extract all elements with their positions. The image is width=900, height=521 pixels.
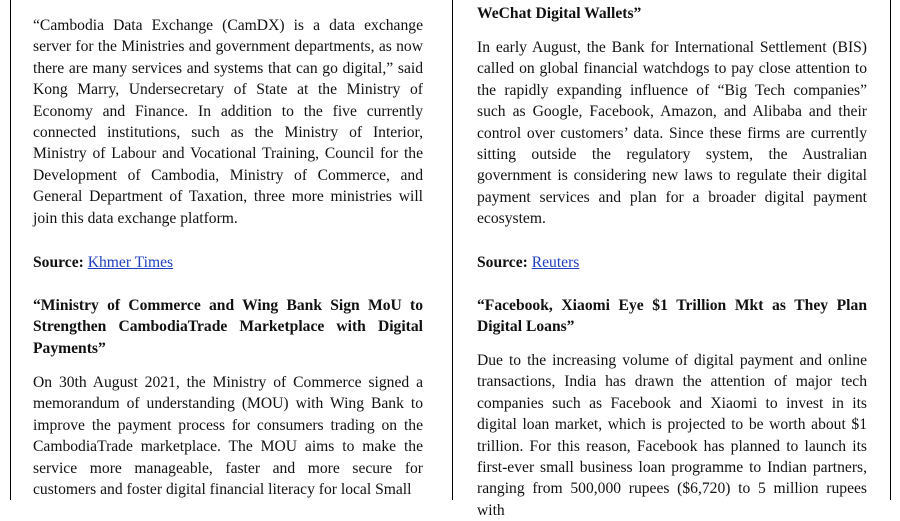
khmer-times-link[interactable]: Khmer Times	[87, 254, 174, 271]
right-border-rule	[890, 0, 891, 500]
facebook-xiaomi-article-body: Due to the increasing volume of digital payment and online transactions, India has drawn the attention of major tech companies such as Facebook and Xiaomi to invest in its digital loan market, which is projected to be worth about $1 trillion. For this reason, Facebook has planned to launch its first-ever small business loan programme to Indian partners, ranging from 500,000 rupees ($6,720) to 5 million rupees with	[477, 352, 867, 519]
wing-bank-headline: “Ministry of Commerce and Wing Bank Sign MoU to Strengthen CambodiaTrade Marketplace with Digital Payments”	[33, 297, 423, 357]
camdx-article-body: “Cambodia Data Exchange (CamDX) is a data exchange server for the Ministries and government departments, as now there are many services and systems that can go digital,” said Kong Marry, Undersecretary of State at the Ministry of Economy and Finance. In addition to the five currently connected institutions, such as the Ministry of Interior, Ministry of Labour and Vocational Training, Council for the Development of Cambodia, Ministry of Commerce, and General Department of Taxation, three more ministries will join this data exchange platform.	[33, 17, 423, 227]
source-label: Source:	[477, 254, 528, 271]
reuters-link[interactable]: Reuters	[531, 254, 580, 271]
bis-article-body: In early August, the Bank for International Settlement (BIS) called on global financial watchdogs to pay close attention to the rapidly expanding influence of “Big Tech companies” such as Google, Facebook, Amazon, and Alibaba and their control over customers’ data. Since these firms are currently sitting outside the regulatory system, the Australian government is considering new laws to regulate their digital payment services and plan for a broader digital payment ecosystem.	[477, 39, 867, 228]
facebook-xiaomi-headline: “Facebook, Xiaomi Eye $1 Trillion Mkt as They Plan Digital Loans”	[477, 297, 867, 336]
left-border-rule	[10, 0, 11, 500]
wechat-headline-tail: WeChat Digital Wallets”	[477, 5, 642, 22]
source-label: Source:	[33, 254, 84, 271]
khmer-times-source	[33, 252, 173, 273]
reuters-source	[477, 252, 579, 273]
wing-bank-article-body: On 30th August 2021, the Ministry of Commerce signed a memorandum of understanding (MOU) with Wing Bank to improve the payment process for consumers trading on the CambodiaTrade marketplace. The MOU aims to make the service more manageable, faster and more secure for customers and foster digital financial literacy for local Small	[33, 374, 423, 499]
column-divider-rule	[452, 0, 453, 500]
